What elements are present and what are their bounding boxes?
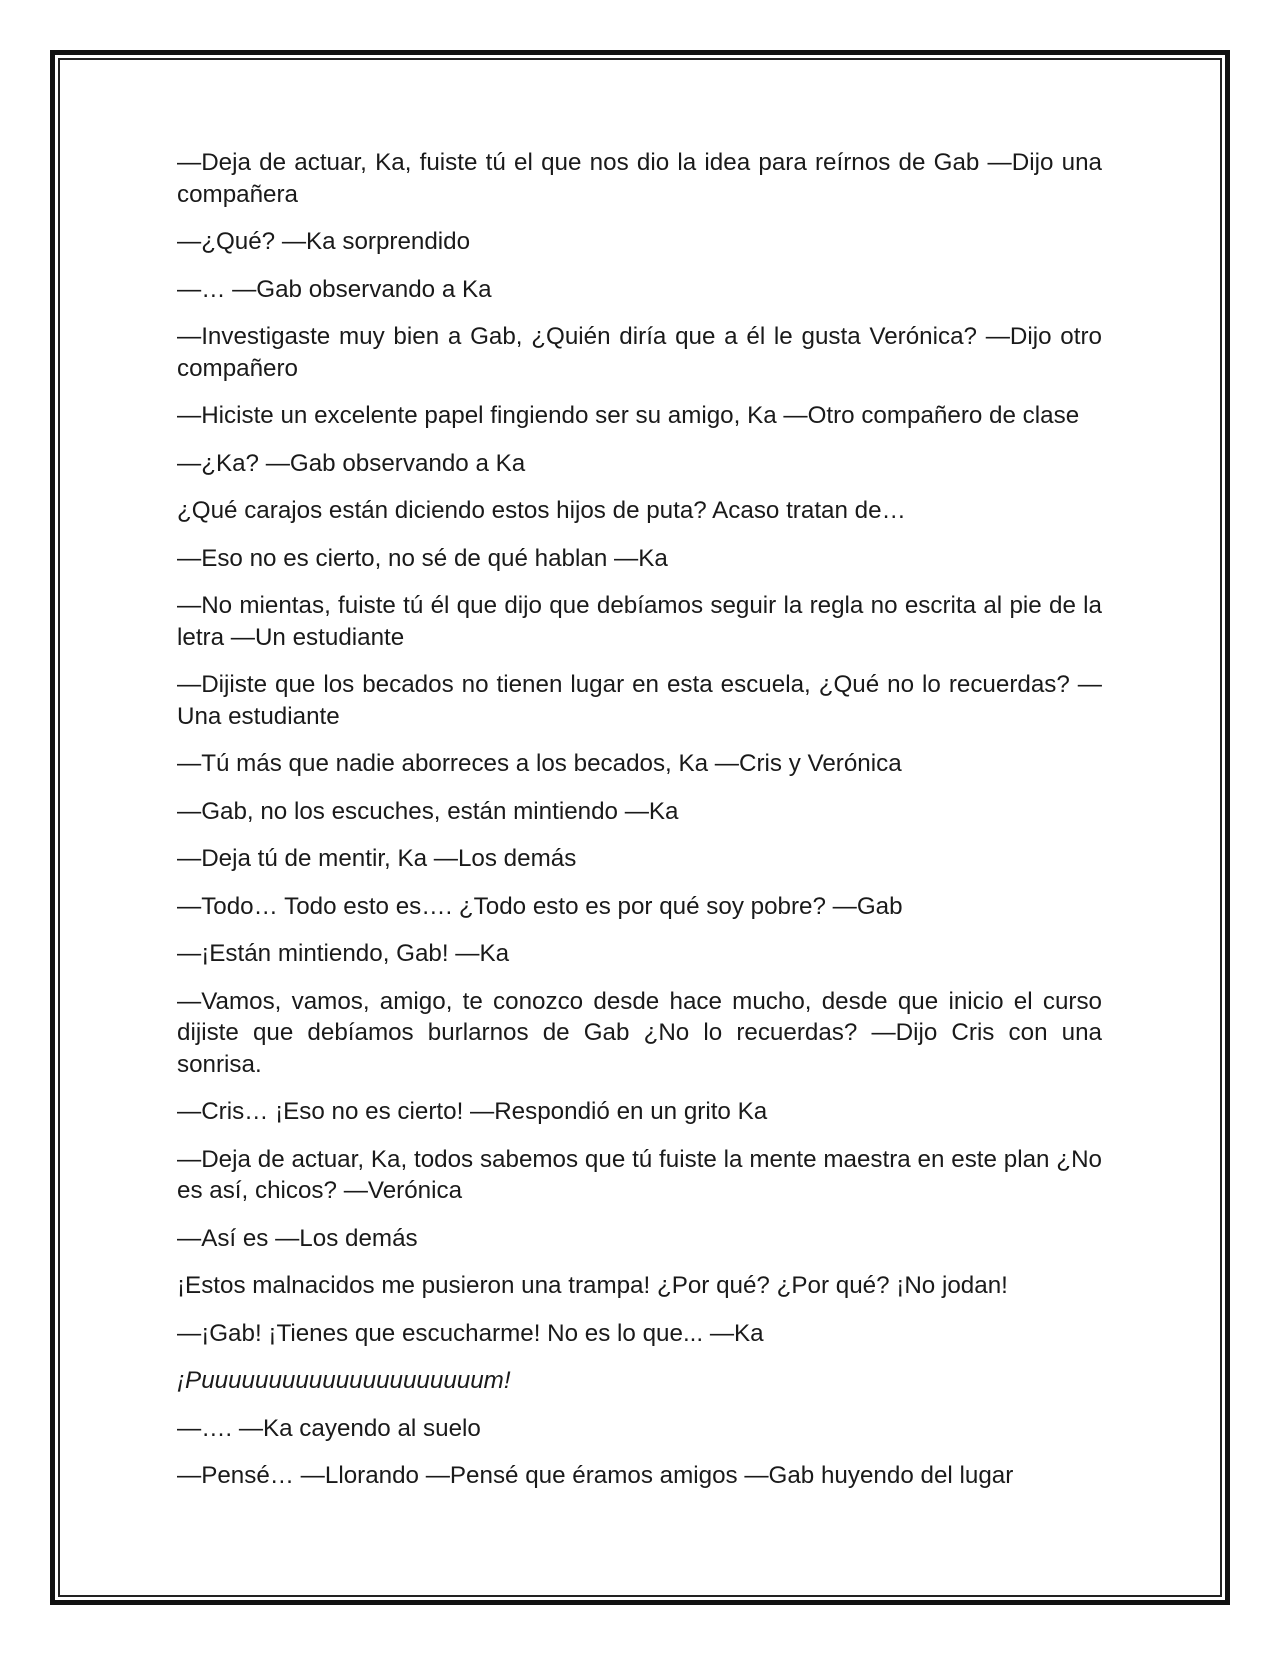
paragraph: —Dijiste que los becados no tienen lugar en esta escuela, ¿Qué no lo recuerdas? —Una estudiante <box>177 671 1102 730</box>
paragraph: ¡Estos malnacidos me pusieron una trampa! ¿Por qué? ¿Por qué? ¡No jodan! <box>177 1272 1008 1299</box>
paragraph: —Cris… ¡Eso no es cierto! —Respondió en un grito Ka <box>177 1098 768 1125</box>
paragraph: —Eso no es cierto, no sé de qué hablan —Ka <box>177 544 668 572</box>
paragraph: —Todo… Todo esto es…. ¿Todo esto es por qué soy pobre? —Gab <box>177 892 903 920</box>
paragraph: ¡Puuuuuuuuuuuuuuuuuuuuum! <box>177 1367 511 1394</box>
paragraph: —Vamos, vamos, amigo, te conozco desde hace mucho, desde que inicio el curso dijiste que debíamos burlarnos de Gab ¿No lo recuerdas? —Dijo Cris con una sonrisa. <box>177 987 1102 1078</box>
paragraph: —Deja tú de mentir, Ka —Los demás <box>177 845 577 872</box>
paragraph: —Deja de actuar, Ka, todos sabemos que tú fuiste la mente maestra en este plan ¿No es así, chicos? —Verónica <box>177 1145 1102 1204</box>
paragraph: —Hiciste un excelente papel fingiendo ser su amigo, Ka —Otro compañero de clase <box>177 402 1080 429</box>
paragraph: —Pensé… —Llorando —Pensé que éramos amigos —Gab huyendo del lugar <box>177 1462 1014 1489</box>
paragraph: —…. —Ka cayendo al suelo <box>177 1414 481 1442</box>
paragraph: —Deja de actuar, Ka, fuiste tú el que nos dio la idea para reírnos de Gab —Dijo una compañera <box>177 149 1102 208</box>
document-body <box>177 147 1102 1508</box>
paragraph: —¡Gab! ¡Tienes que escucharme! No es lo que... —Ka <box>177 1319 764 1347</box>
paragraph: —¿Qué? —Ka sorprendido <box>177 228 471 255</box>
paragraph: —Tú más que nadie aborreces a los becados, Ka —Cris y Verónica <box>177 750 902 777</box>
paragraph: —… —Gab observando a Ka <box>177 275 492 303</box>
paragraph: —¡Están mintiendo, Gab! —Ka <box>177 940 510 967</box>
paragraph: —Gab, no los escuches, están mintiendo —Ka <box>177 797 679 825</box>
paragraph: —¿Ka? —Gab observando a Ka <box>177 449 526 477</box>
paragraph: —Así es —Los demás <box>177 1224 418 1252</box>
paragraph: —Investigaste muy bien a Gab, ¿Quién diría que a él le gusta Verónica? —Dijo otro compañero <box>177 323 1102 382</box>
paragraph: ¿Qué carajos están diciendo estos hijos de puta? Acaso tratan de… <box>177 497 906 524</box>
paragraph: —No mientas, fuiste tú él que dijo que debíamos seguir la regla no escrita al pie de la letra —Un estudiante <box>177 592 1102 651</box>
